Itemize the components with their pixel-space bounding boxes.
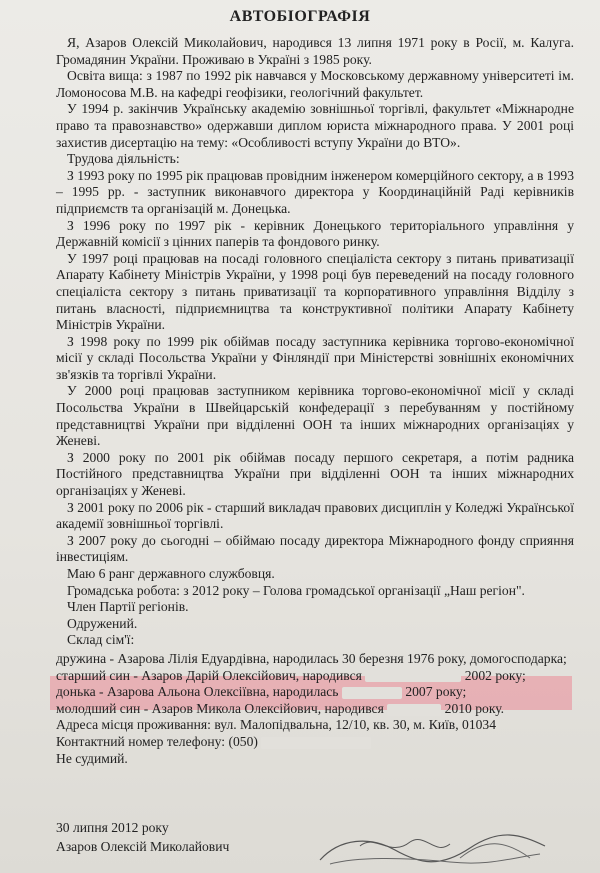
document-footer	[56, 820, 229, 857]
document-title: АВТОБІОГРАФІЯ	[229, 8, 371, 25]
paragraph-married: Одружений.	[67, 615, 138, 631]
paragraph-education-2: У 1994 р. закінчив Українську академію зовнішньої торгівлі, факультет «Міжнародне право та правознавство» одержавши диплом юриста міжнародного права. У 2001 році захистив дисертацію на тему: «Особливості вступу України до ВТО».	[56, 101, 574, 150]
redaction-block	[261, 737, 371, 749]
family-son2-text: молодший син - Азаров Микола Олексійович, народився	[56, 700, 384, 716]
paragraph-rank: Маю 6 ранг державного службовця.	[67, 566, 275, 581]
phone-line	[56, 734, 574, 751]
paragraph-work-heading: Трудова діяльність:	[67, 151, 180, 167]
handwritten-signature	[300, 828, 560, 873]
family-son1-text: старший син - Азаров Дарій Олексійович, народився	[56, 667, 362, 683]
family-son1-year: 2002 року;	[464, 667, 526, 683]
paragraph-public-work: Громадська робота: з 2012 року – Голова громадської організації „Наш регіон".	[67, 582, 525, 598]
paragraph-family-heading: Склад сім'ї:	[67, 632, 135, 648]
signature-date: 30 липня 2012 року	[56, 820, 169, 835]
redaction-block	[387, 704, 441, 716]
family-son2-year: 2010 року.	[444, 700, 505, 716]
family-son2	[56, 701, 574, 718]
paragraph-education-1: Освіта вища: з 1987 по 1992 рік навчався у Московському державному університеті ім. Ломоносова М.В. на кафедрі геофізики, геологічний факультет.	[56, 68, 574, 100]
paragraph-work-6: З 2000 року по 2001 рік обіймав посаду першого секретаря, а потім радника Постійного представництва України при відділенні ООН та інших міжнародних організаціях у Женеві.	[56, 449, 574, 499]
family-wife: дружина - Азарова Лілія Едуардівна, народилась 30 березня 1976 року, домогосподарка;	[56, 650, 567, 666]
paragraph-party: Член Партії регіонів.	[67, 599, 189, 615]
redaction-block	[365, 670, 461, 682]
document-body	[56, 35, 574, 767]
paragraph-work-5: У 2000 році працював заступником керівника торгово-економічної місії у складі Посольства України в Швейцарській конфедерації з перебуванням у постійному представництві України при відділенні ООН та інших міжнародних організаціях у Женеві.	[56, 383, 574, 449]
paragraph-work-8: З 2007 року до сьогодні – обіймаю посаду директора Міжнародного фонду сприяння інвестиціям.	[56, 532, 574, 565]
paragraph-personal: Я, Азаров Олексій Миколайович, народився 13 липня 1971 року в Росії, м. Калуга. Громадянин України. Проживаю в Україні з 1985 року.	[56, 35, 574, 67]
paragraph-work-2: З 1996 року по 1997 рік - керівник Донецького територіального управління у Державній комісії з цінних паперів та фондового ринку.	[56, 217, 574, 250]
paragraph-work-3: У 1997 році працював на посаді головного спеціаліста сектору з питань приватизації Апарату Кабінету Міністрів України, у 1998 році був переведений на посаду головного спеціаліста сектору з питань приватизації та корпоративного управління Відділу з питань власності, підприємництва та конструктивної політики Апарату Кабінету Міністрів України.	[56, 250, 574, 333]
family-son1	[56, 668, 574, 685]
paragraph-work-1: З 1993 року по 1995 рік працював провідним інженером комерційного сектору, а в 1993 – 1995 рр. - заступник виконавчого директора у Координаційній Раді керівників підприємств та організацій м. Донецька.	[56, 167, 574, 216]
family-daughter	[56, 684, 574, 701]
paragraph-work-4: З 1998 року по 1999 рік обіймав посаду заступника керівника торгово-економічної місії у складі Посольства України у Фінляндії при Міністерстві зовнішніх економічних зв'язків та торгівлі України.	[56, 333, 574, 382]
family-daughter-text: донька - Азарова Альона Олексіївна, народилась	[56, 684, 339, 700]
address-line: Адреса місця проживання: вул. Малопідвальна, 12/10, кв. 30, м. Київ, 01034	[56, 717, 497, 733]
signer-name: Азаров Олексій Миколайович	[56, 838, 230, 854]
paragraph-work-7: З 2001 року по 2006 рік - старший викладач правових дисциплін у Коледжі Української академії зовнішньої торгівлі.	[56, 499, 574, 532]
phone-label: Контактний номер телефону: (050)	[56, 733, 258, 749]
family-daughter-year: 2007 року;	[405, 684, 467, 700]
redaction-block	[342, 687, 402, 699]
criminal-record-line: Не судимий.	[56, 750, 128, 766]
